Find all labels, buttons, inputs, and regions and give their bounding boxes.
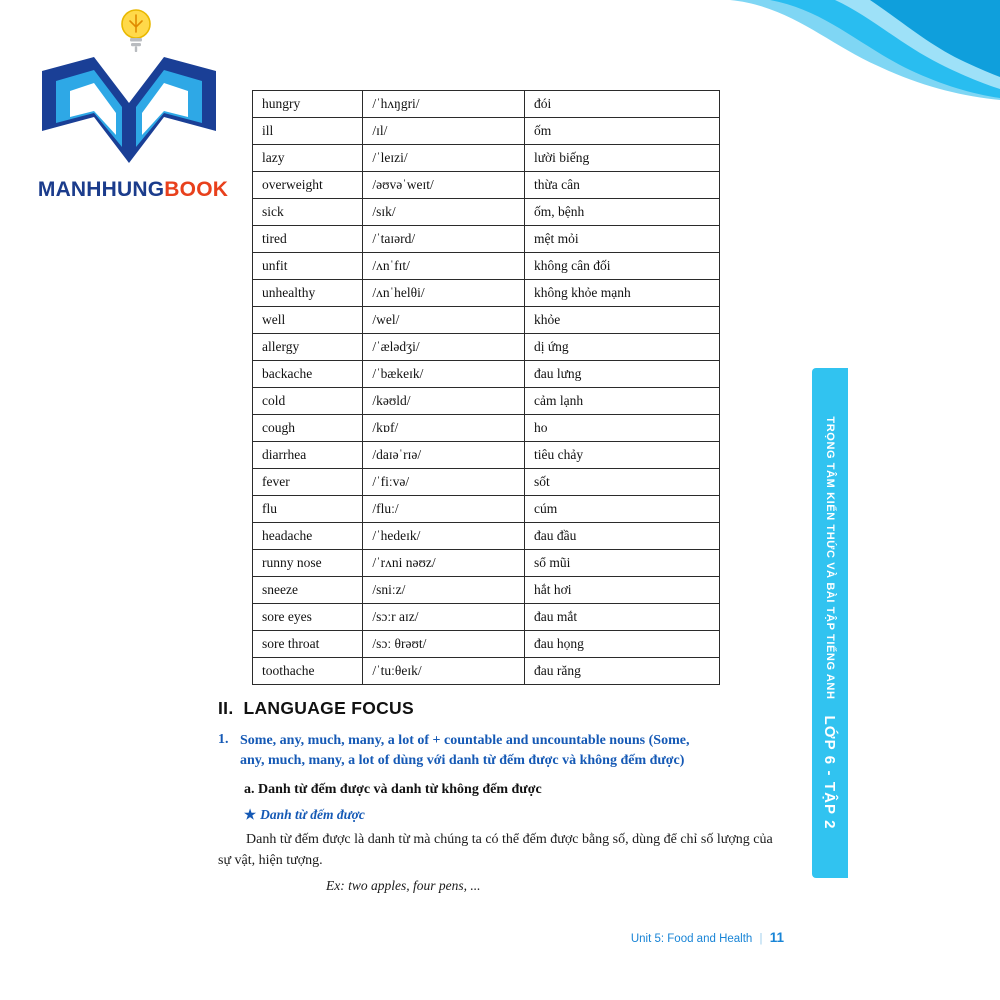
table-cell-word: unfit bbox=[253, 253, 363, 280]
table-row bbox=[253, 496, 720, 523]
section-heading bbox=[218, 698, 784, 719]
table-cell-word: sick bbox=[253, 199, 363, 226]
table-cell-word: headache bbox=[253, 523, 363, 550]
table-cell-pronunciation: /ʌnˈhelθi/ bbox=[363, 280, 525, 307]
brand-name-part2: BOOK bbox=[164, 178, 229, 201]
table-cell-pronunciation: /ˈtaɪərd/ bbox=[363, 226, 525, 253]
item-text-line1: Some, any, much, many, a lot of + countable and uncountable nouns (Some, bbox=[240, 733, 690, 748]
table-cell-word: well bbox=[253, 307, 363, 334]
example-label: Ex: bbox=[326, 877, 345, 893]
table-row bbox=[253, 199, 720, 226]
table-cell-meaning: ho bbox=[524, 415, 719, 442]
table-row bbox=[253, 361, 720, 388]
item-number: 1. bbox=[218, 732, 229, 747]
table-cell-meaning: đau đầu bbox=[524, 523, 719, 550]
table-cell-pronunciation: /ˈfiːvə/ bbox=[363, 469, 525, 496]
table-cell-meaning: lười biếng bbox=[524, 145, 719, 172]
table-row bbox=[253, 253, 720, 280]
table-row bbox=[253, 631, 720, 658]
table-row bbox=[253, 469, 720, 496]
table-cell-word: overweight bbox=[253, 172, 363, 199]
table-cell-word: backache bbox=[253, 361, 363, 388]
table-cell-pronunciation: /ɪl/ bbox=[363, 118, 525, 145]
table-row bbox=[253, 91, 720, 118]
table-cell-meaning: thừa cân bbox=[524, 172, 719, 199]
table-row bbox=[253, 118, 720, 145]
table-cell-word: sneeze bbox=[253, 577, 363, 604]
table-cell-word: runny nose bbox=[253, 550, 363, 577]
table-row bbox=[253, 523, 720, 550]
table-cell-meaning: ốm, bệnh bbox=[524, 199, 719, 226]
table-row bbox=[253, 280, 720, 307]
item-text bbox=[240, 731, 689, 772]
table-cell-word: diarrhea bbox=[253, 442, 363, 469]
table-cell-pronunciation: /ˈtuːθeɪk/ bbox=[363, 658, 525, 685]
side-tab bbox=[812, 368, 848, 878]
table-cell-meaning: sốt bbox=[524, 469, 719, 496]
numbered-item-1 bbox=[218, 731, 784, 772]
table-cell-word: sore eyes bbox=[253, 604, 363, 631]
side-tab-line1: TRỌNG TÂM KIẾN THỨC VÀ BÀI TẬP TIẾNG ANH bbox=[824, 416, 836, 700]
vocabulary-table bbox=[252, 90, 720, 685]
table-cell-word: cold bbox=[253, 388, 363, 415]
table-cell-meaning: đau họng bbox=[524, 631, 719, 658]
table-cell-meaning: ốm bbox=[524, 118, 719, 145]
table-cell-meaning: đau lưng bbox=[524, 361, 719, 388]
table-cell-pronunciation: /ˈleɪzi/ bbox=[363, 145, 525, 172]
table-cell-word: toothache bbox=[253, 658, 363, 685]
table-cell-pronunciation: /kəʊld/ bbox=[363, 388, 525, 415]
table-cell-meaning: không cân đối bbox=[524, 253, 719, 280]
table-cell-pronunciation: /sɔː θrəʊt/ bbox=[363, 631, 525, 658]
section-numeral: II. bbox=[218, 698, 234, 718]
table-cell-word: unhealthy bbox=[253, 280, 363, 307]
table-row bbox=[253, 604, 720, 631]
table-cell-pronunciation: /ˈhʌŋgri/ bbox=[363, 91, 525, 118]
table-cell-meaning: hắt hơi bbox=[524, 577, 719, 604]
table-cell-meaning: cảm lạnh bbox=[524, 388, 719, 415]
table-cell-meaning: tiêu chảy bbox=[524, 442, 719, 469]
table-cell-meaning: dị ứng bbox=[524, 334, 719, 361]
table-cell-meaning: khỏe bbox=[524, 307, 719, 334]
table-row bbox=[253, 577, 720, 604]
table-cell-word: flu bbox=[253, 496, 363, 523]
table-cell-meaning: đau mắt bbox=[524, 604, 719, 631]
table-cell-meaning: cúm bbox=[524, 496, 719, 523]
table-row bbox=[253, 550, 720, 577]
table-row bbox=[253, 307, 720, 334]
table-cell-pronunciation: /kɒf/ bbox=[363, 415, 525, 442]
footer-unit: Unit 5: Food and Health bbox=[630, 933, 753, 945]
table-row bbox=[253, 442, 720, 469]
table-row bbox=[253, 172, 720, 199]
table-cell-word: ill bbox=[253, 118, 363, 145]
table-cell-meaning: không khỏe mạnh bbox=[524, 280, 719, 307]
table-row bbox=[253, 226, 720, 253]
brand-name bbox=[18, 178, 248, 202]
lightbulb-icon bbox=[116, 6, 156, 52]
footer-separator: | bbox=[759, 933, 763, 945]
table-cell-pronunciation: /daɪəˈrɪə/ bbox=[363, 442, 525, 469]
table-row bbox=[253, 658, 720, 685]
table-row bbox=[253, 388, 720, 415]
table-cell-pronunciation: /fluː/ bbox=[363, 496, 525, 523]
table-cell-pronunciation: /ˈrʌni nəʊz/ bbox=[363, 550, 525, 577]
table-cell-pronunciation: /sɔːr aɪz/ bbox=[363, 604, 525, 631]
table-cell-meaning: mệt mỏi bbox=[524, 226, 719, 253]
page-footer bbox=[560, 930, 784, 945]
star-icon: ★ bbox=[244, 806, 257, 822]
open-book-icon bbox=[34, 55, 224, 165]
table-cell-meaning: đói bbox=[524, 91, 719, 118]
table-cell-word: allergy bbox=[253, 334, 363, 361]
item-text-line2: any, much, many, a lot of dùng với danh từ đếm được và không đếm được) bbox=[240, 753, 685, 769]
table-cell-pronunciation: /ˈælədʒi/ bbox=[363, 334, 525, 361]
table-row bbox=[253, 145, 720, 172]
table-cell-word: sore throat bbox=[253, 631, 363, 658]
table-cell-pronunciation: /sɪk/ bbox=[363, 199, 525, 226]
table-cell-word: fever bbox=[253, 469, 363, 496]
publisher-logo bbox=[10, 0, 250, 215]
section-title: LANGUAGE FOCUS bbox=[243, 698, 414, 718]
table-cell-word: hungry bbox=[253, 91, 363, 118]
table-cell-pronunciation: /ʌnˈfɪt/ bbox=[363, 253, 525, 280]
table-cell-pronunciation: /ˈbækeɪk/ bbox=[363, 361, 525, 388]
language-focus-section bbox=[218, 698, 784, 894]
table-cell-pronunciation: /ˈhedeɪk/ bbox=[363, 523, 525, 550]
side-tab-line2: LỚP 6 - TẬP 2 bbox=[821, 715, 839, 830]
table-row bbox=[253, 415, 720, 442]
table-cell-pronunciation: /wel/ bbox=[363, 307, 525, 334]
star-bullet bbox=[244, 807, 784, 823]
vocabulary-table-body bbox=[253, 91, 720, 685]
table-cell-word: cough bbox=[253, 415, 363, 442]
table-cell-pronunciation: /sniːz/ bbox=[363, 577, 525, 604]
side-tab-text bbox=[812, 368, 848, 878]
page-number: 11 bbox=[769, 930, 784, 945]
table-cell-meaning: sổ mũi bbox=[524, 550, 719, 577]
table-cell-word: tired bbox=[253, 226, 363, 253]
table-cell-word: lazy bbox=[253, 145, 363, 172]
table-cell-pronunciation: /əʊvəˈweɪt/ bbox=[363, 172, 525, 199]
example-line bbox=[326, 878, 784, 894]
definition-paragraph: Danh từ đếm được là danh từ mà chúng ta có thể đếm được bằng số, dùng để chỉ số lượng của sự vật, hiện tượng. bbox=[218, 831, 773, 868]
table-row bbox=[253, 334, 720, 361]
star-bullet-text: Danh từ đếm được bbox=[260, 806, 365, 822]
brand-name-part1: MANHHUNG bbox=[37, 178, 165, 201]
table-cell-meaning: đau răng bbox=[524, 658, 719, 685]
example-text: two apples, four pens, ... bbox=[348, 877, 481, 893]
subsection-a-title: a. Danh từ đếm được và danh từ không đếm được bbox=[244, 781, 542, 797]
